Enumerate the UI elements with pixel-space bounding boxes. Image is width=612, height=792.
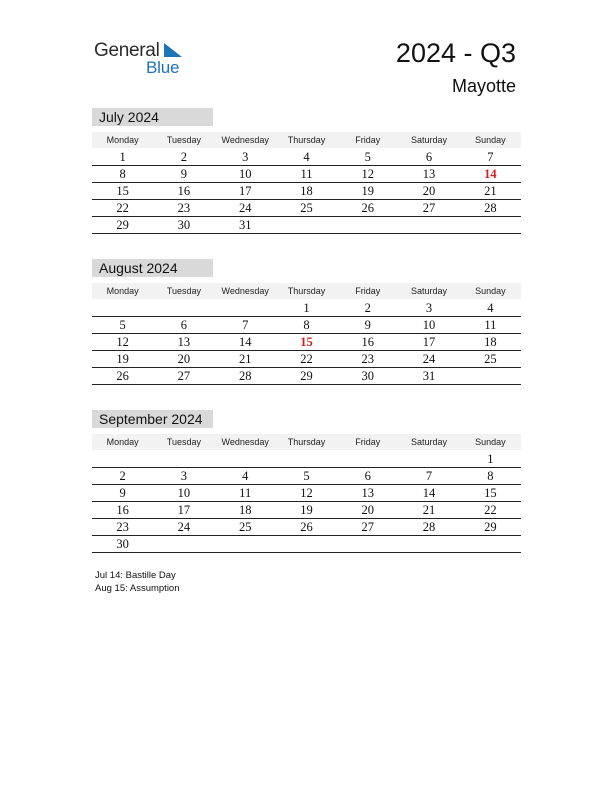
day-cell: 15 [92,183,153,200]
day-cell: 13 [337,485,398,502]
day-cell: 11 [215,485,276,502]
day-cell [92,300,153,317]
day-cell: 15 [276,334,337,351]
weekday-header: Monday [92,283,153,300]
day-cell: 21 [398,502,459,519]
day-cell: 23 [153,200,214,217]
day-cell: 4 [460,300,521,317]
weekday-header: Wednesday [215,283,276,300]
day-cell: 13 [398,166,459,183]
month-title: July 2024 [92,108,213,126]
day-cell: 31 [398,368,459,385]
day-cell: 7 [215,317,276,334]
weekday-header: Thursday [276,132,337,149]
weekday-header: Saturday [398,283,459,300]
day-cell: 14 [398,485,459,502]
weekday-header: Friday [337,132,398,149]
day-cell: 16 [153,183,214,200]
day-cell: 13 [153,334,214,351]
day-cell: 8 [460,468,521,485]
holiday-note: Aug 15: Assumption [95,583,180,594]
weekday-header: Saturday [398,132,459,149]
month-title: August 2024 [92,259,213,277]
month-title: September 2024 [92,410,213,428]
day-cell [153,536,214,553]
day-cell: 23 [92,519,153,536]
calendar-table [92,283,521,385]
day-cell [276,217,337,234]
day-cell: 17 [153,502,214,519]
day-cell [337,536,398,553]
day-cell: 24 [153,519,214,536]
logo-text-general: General [94,40,160,61]
week-row [92,317,521,334]
week-row [92,300,521,317]
day-cell: 3 [398,300,459,317]
day-cell [153,451,214,468]
weekday-header: Sunday [460,283,521,300]
day-cell: 27 [398,200,459,217]
day-cell: 12 [92,334,153,351]
day-cell [398,451,459,468]
day-cell: 11 [460,317,521,334]
weekday-header: Saturday [398,434,459,451]
day-cell: 9 [153,166,214,183]
day-cell: 30 [337,368,398,385]
day-cell [215,300,276,317]
day-cell: 30 [153,217,214,234]
day-cell [460,536,521,553]
day-cell: 26 [276,519,337,536]
day-cell: 24 [215,200,276,217]
day-cell: 8 [92,166,153,183]
day-cell [153,300,214,317]
day-cell: 28 [215,368,276,385]
day-cell: 6 [153,317,214,334]
weekday-header: Monday [92,132,153,149]
day-cell: 21 [460,183,521,200]
day-cell: 14 [215,334,276,351]
day-cell: 1 [92,149,153,166]
weekday-header: Tuesday [153,283,214,300]
month-september [92,410,521,553]
week-row [92,519,521,536]
day-cell: 4 [215,468,276,485]
calendar-table [92,434,521,553]
day-cell: 28 [460,200,521,217]
week-row [92,200,521,217]
day-cell: 8 [276,317,337,334]
day-cell: 2 [337,300,398,317]
day-cell [398,217,459,234]
day-cell: 27 [337,519,398,536]
day-cell: 12 [276,485,337,502]
day-cell: 9 [92,485,153,502]
week-row [92,217,521,234]
day-cell: 6 [337,468,398,485]
weekday-header: Thursday [276,434,337,451]
day-cell: 3 [215,149,276,166]
holiday-note: Jul 14: Bastille Day [95,570,176,581]
page-title: 2024 - Q3 [395,38,516,68]
day-cell: 1 [460,451,521,468]
week-row [92,149,521,166]
week-row [92,368,521,385]
day-cell: 25 [276,200,337,217]
day-cell: 20 [398,183,459,200]
day-cell: 28 [398,519,459,536]
weekday-header: Wednesday [215,434,276,451]
day-cell: 29 [460,519,521,536]
weekday-header: Friday [337,434,398,451]
day-cell [276,451,337,468]
day-cell: 22 [276,351,337,368]
day-cell: 16 [337,334,398,351]
day-cell [215,536,276,553]
logo-flag-icon [162,43,182,57]
month-july [92,108,521,234]
weekday-header: Tuesday [153,132,214,149]
day-cell: 18 [276,183,337,200]
week-row [92,351,521,368]
region-name: Mayotte [451,76,516,96]
day-cell [92,451,153,468]
day-cell: 25 [460,351,521,368]
week-row [92,451,521,468]
weekday-header: Wednesday [215,132,276,149]
day-cell: 22 [460,502,521,519]
day-cell: 20 [337,502,398,519]
day-cell: 31 [215,217,276,234]
day-cell: 22 [92,200,153,217]
weekday-header: Thursday [276,283,337,300]
day-cell: 17 [398,334,459,351]
weekday-header: Sunday [460,132,521,149]
day-cell: 5 [276,468,337,485]
day-cell: 3 [153,468,214,485]
day-cell: 11 [276,166,337,183]
day-cell: 17 [215,183,276,200]
day-cell: 10 [398,317,459,334]
day-cell: 7 [398,468,459,485]
day-cell [460,368,521,385]
day-cell: 6 [398,149,459,166]
day-cell [276,536,337,553]
day-cell: 16 [92,502,153,519]
day-cell: 10 [215,166,276,183]
day-cell: 9 [337,317,398,334]
day-cell [215,451,276,468]
day-cell: 26 [337,200,398,217]
weekday-header: Friday [337,283,398,300]
week-row [92,502,521,519]
day-cell: 14 [460,166,521,183]
day-cell: 4 [276,149,337,166]
day-cell: 19 [276,502,337,519]
day-cell: 24 [398,351,459,368]
week-row [92,485,521,502]
weekday-header: Monday [92,434,153,451]
day-cell [398,536,459,553]
week-row [92,166,521,183]
day-cell: 7 [460,149,521,166]
week-row [92,183,521,200]
generalblue-logo [94,40,194,80]
day-cell: 18 [215,502,276,519]
day-cell: 29 [92,217,153,234]
day-cell: 2 [153,149,214,166]
day-cell: 2 [92,468,153,485]
day-cell: 26 [92,368,153,385]
day-cell: 23 [337,351,398,368]
day-cell: 19 [337,183,398,200]
day-cell: 12 [337,166,398,183]
holiday-notes [95,569,180,595]
month-august [92,259,521,385]
week-row [92,334,521,351]
calendar-table [92,132,521,234]
day-cell: 30 [92,536,153,553]
day-cell [337,217,398,234]
day-cell: 27 [153,368,214,385]
week-row [92,536,521,553]
day-cell: 5 [337,149,398,166]
day-cell: 25 [215,519,276,536]
logo-text-blue: Blue [146,58,180,77]
day-cell: 21 [215,351,276,368]
day-cell: 20 [153,351,214,368]
day-cell [337,451,398,468]
weekday-header: Sunday [460,434,521,451]
day-cell: 19 [92,351,153,368]
day-cell: 15 [460,485,521,502]
day-cell: 1 [276,300,337,317]
week-row [92,468,521,485]
day-cell: 18 [460,334,521,351]
day-cell [460,217,521,234]
weekday-header: Tuesday [153,434,214,451]
day-cell: 10 [153,485,214,502]
day-cell: 5 [92,317,153,334]
day-cell: 29 [276,368,337,385]
